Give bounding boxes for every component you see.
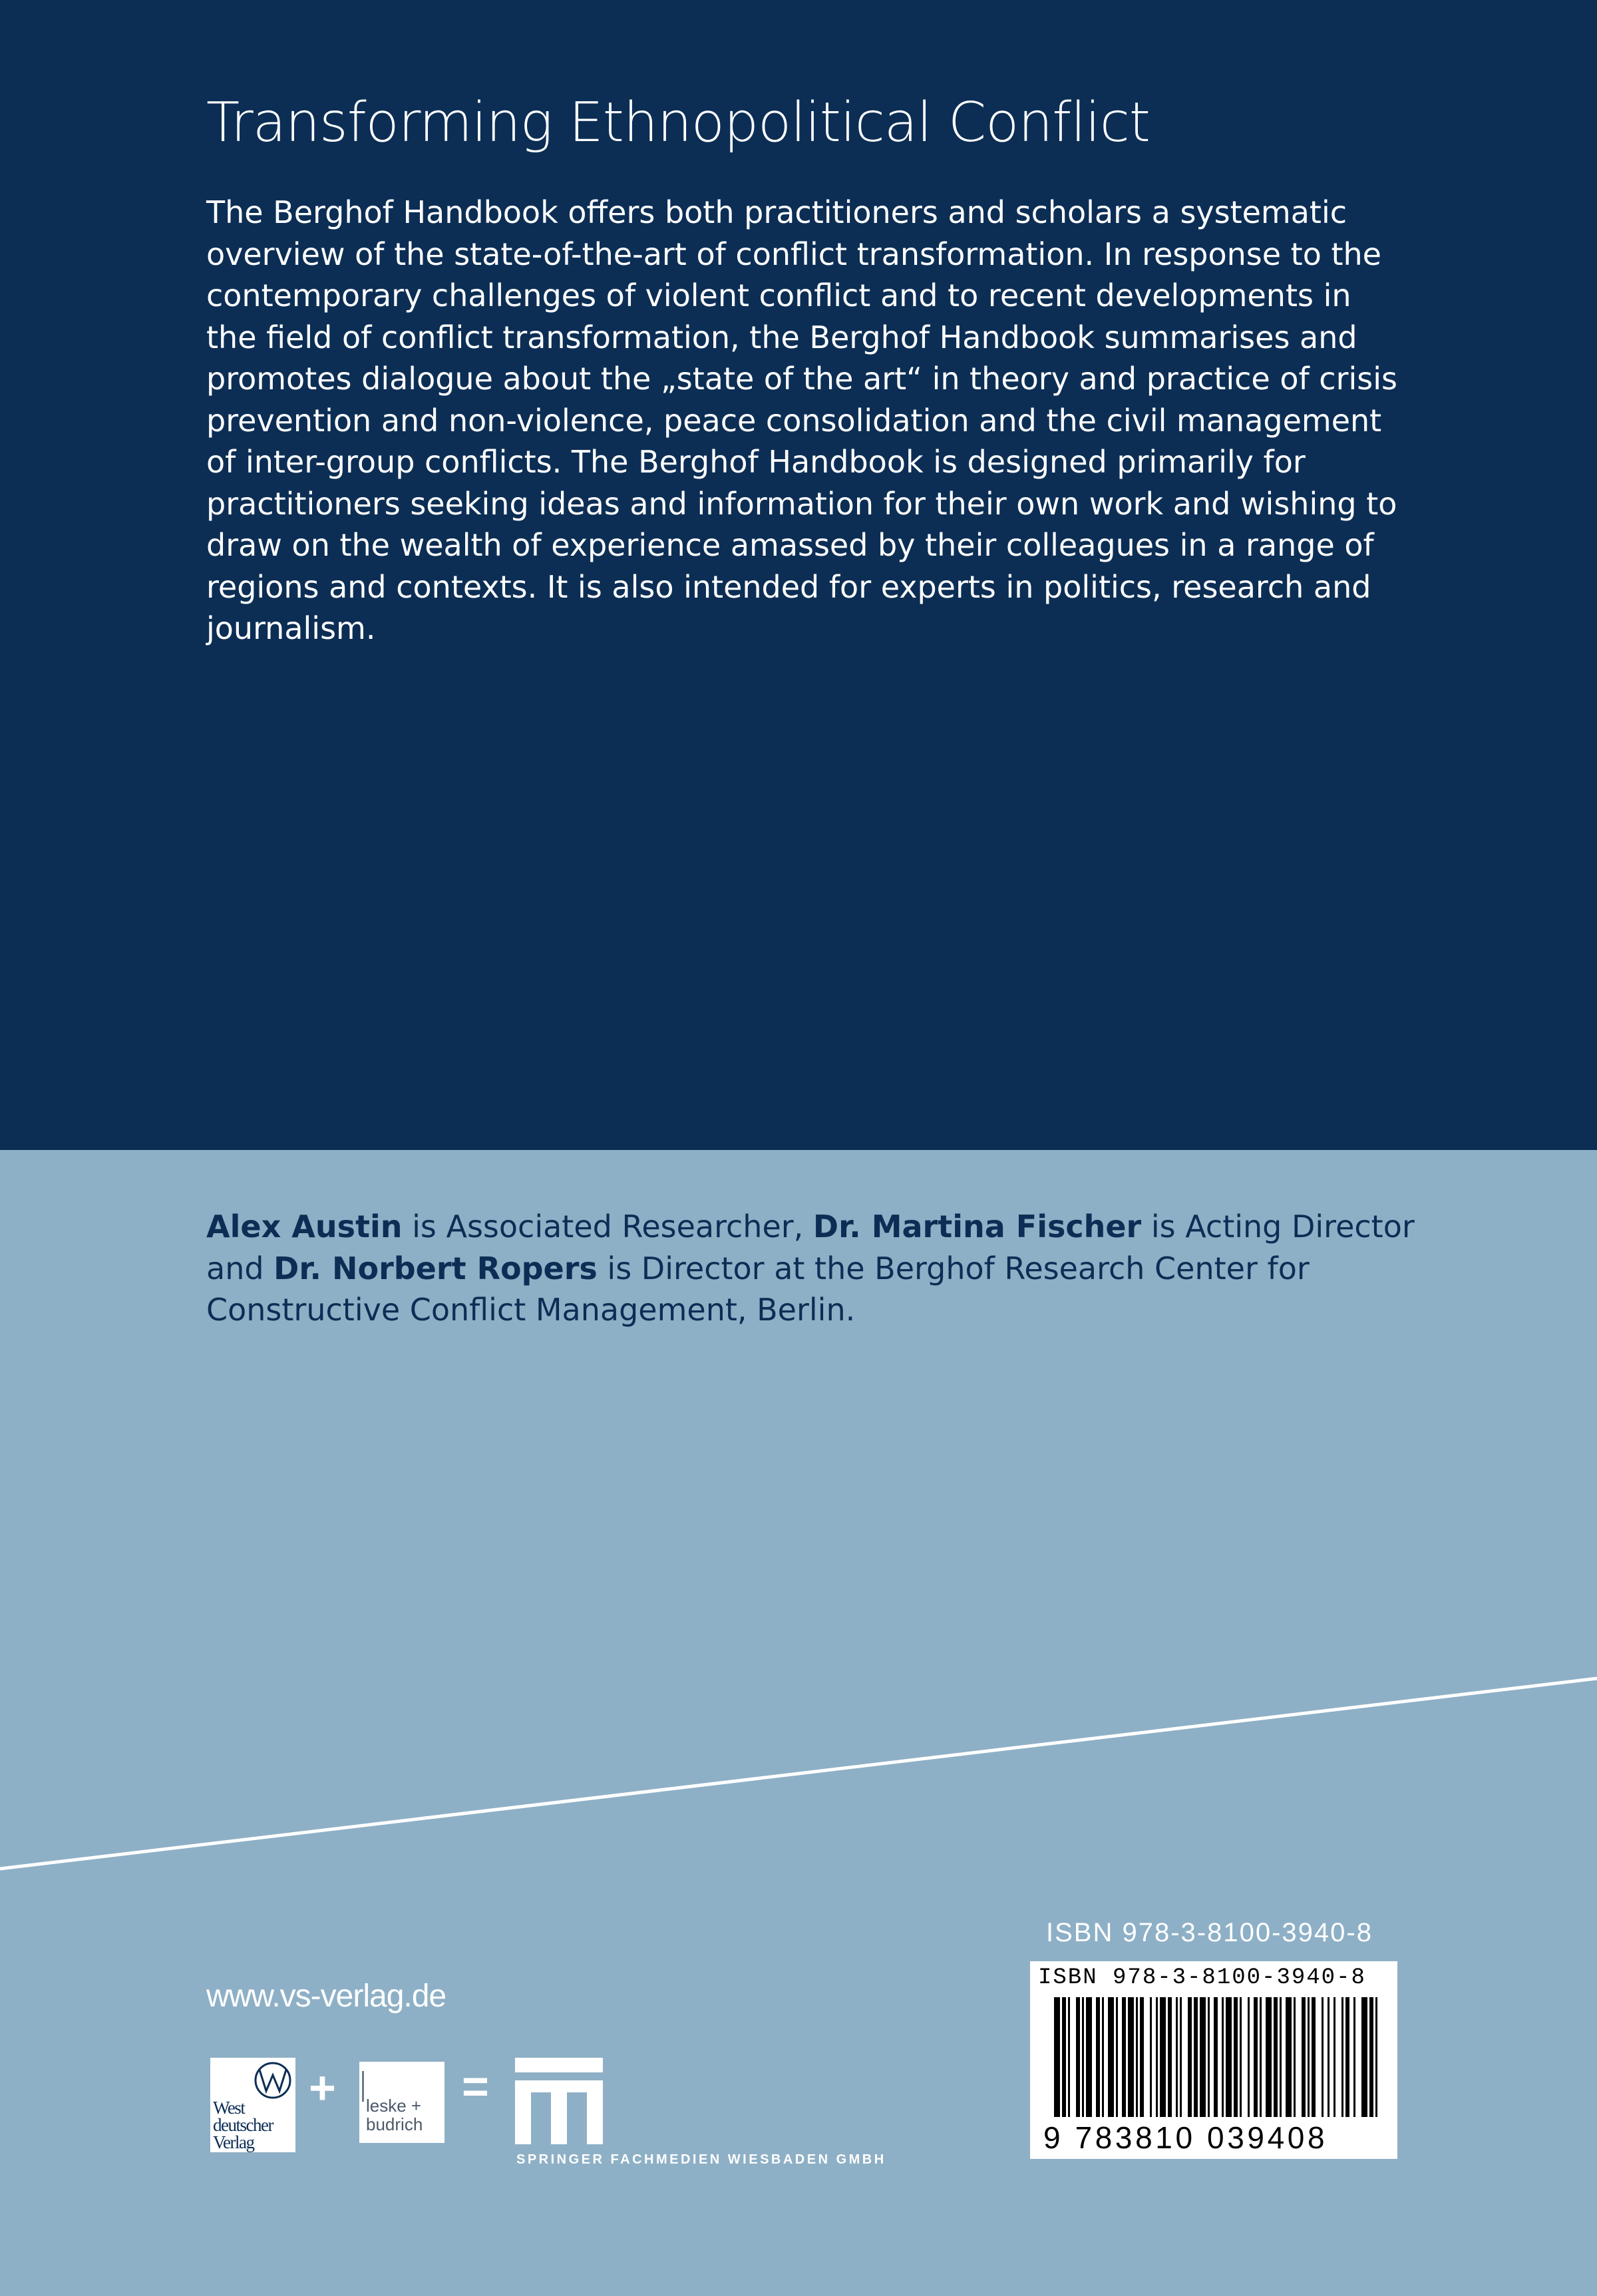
springer-logo-icon [515, 2058, 603, 2146]
isbn-label: ISBN 978-3-8100-3940-8 [1046, 1918, 1373, 1947]
author-role: is Director at the Berghof Research Center for Constructive Conflict Management, Berlin. [206, 1250, 1310, 1328]
author-bio [206, 1206, 1431, 1331]
barcode-digits: 9 783810 039408 [1043, 2120, 1328, 2155]
author-name: Dr. Martina Fischer [812, 1209, 1142, 1244]
wd-logo-text: West deutscher Verlag [213, 2098, 273, 2152]
book-title: Transforming Ethnopolitical Conflict [206, 91, 1150, 154]
author-role: is Acting Director and [206, 1209, 1415, 1286]
publisher-url[interactable]: www.vs-verlag.de [206, 1979, 446, 2014]
book-description: The Berghof Handbook offers both practitioners and scholars a systematic overview of the state-of-the-art of conflict transformation. In response to the contemporary challenges of violent conflict and to recent developments in the field of conflict transformation, the Berghof Handbook summarises and promotes dialogue about the „state of the art“ in theory and practice of crisis prevention and non-violence, peace consolidation and the civil management of inter-group conflicts. The Berghof Handbook is designed primarily for practitioners seeking ideas and information for their own work and wishing to draw on the wealth of experience amassed by their colleagues in a range of regions and contexts. It is also intended for experts in politics, research and journalism. [206, 194, 1397, 646]
author-name: Alex Austin [206, 1209, 403, 1244]
author-name: Dr. Norbert Ropers [273, 1250, 598, 1286]
barcode [1030, 1961, 1397, 2159]
equals-sign: = [462, 2060, 489, 2112]
leske-budrich-logo [359, 2062, 444, 2143]
wd-emblem-icon [252, 2059, 294, 2102]
plus-sign: + [309, 2062, 336, 2114]
lb-logo-bar [362, 2071, 364, 2102]
publisher-logos [210, 2051, 909, 2171]
lb-logo-text: leske + budrich [366, 2096, 423, 2134]
author-role: is Associated Researcher, [402, 1209, 813, 1244]
westdeutscher-verlag-logo [210, 2058, 295, 2152]
barcode-isbn-text: ISBN 978-3-8100-3940-8 [1038, 1965, 1366, 1991]
springer-name: SPRINGER FACHMEDIEN WIESBADEN GMBH [516, 2152, 886, 2167]
